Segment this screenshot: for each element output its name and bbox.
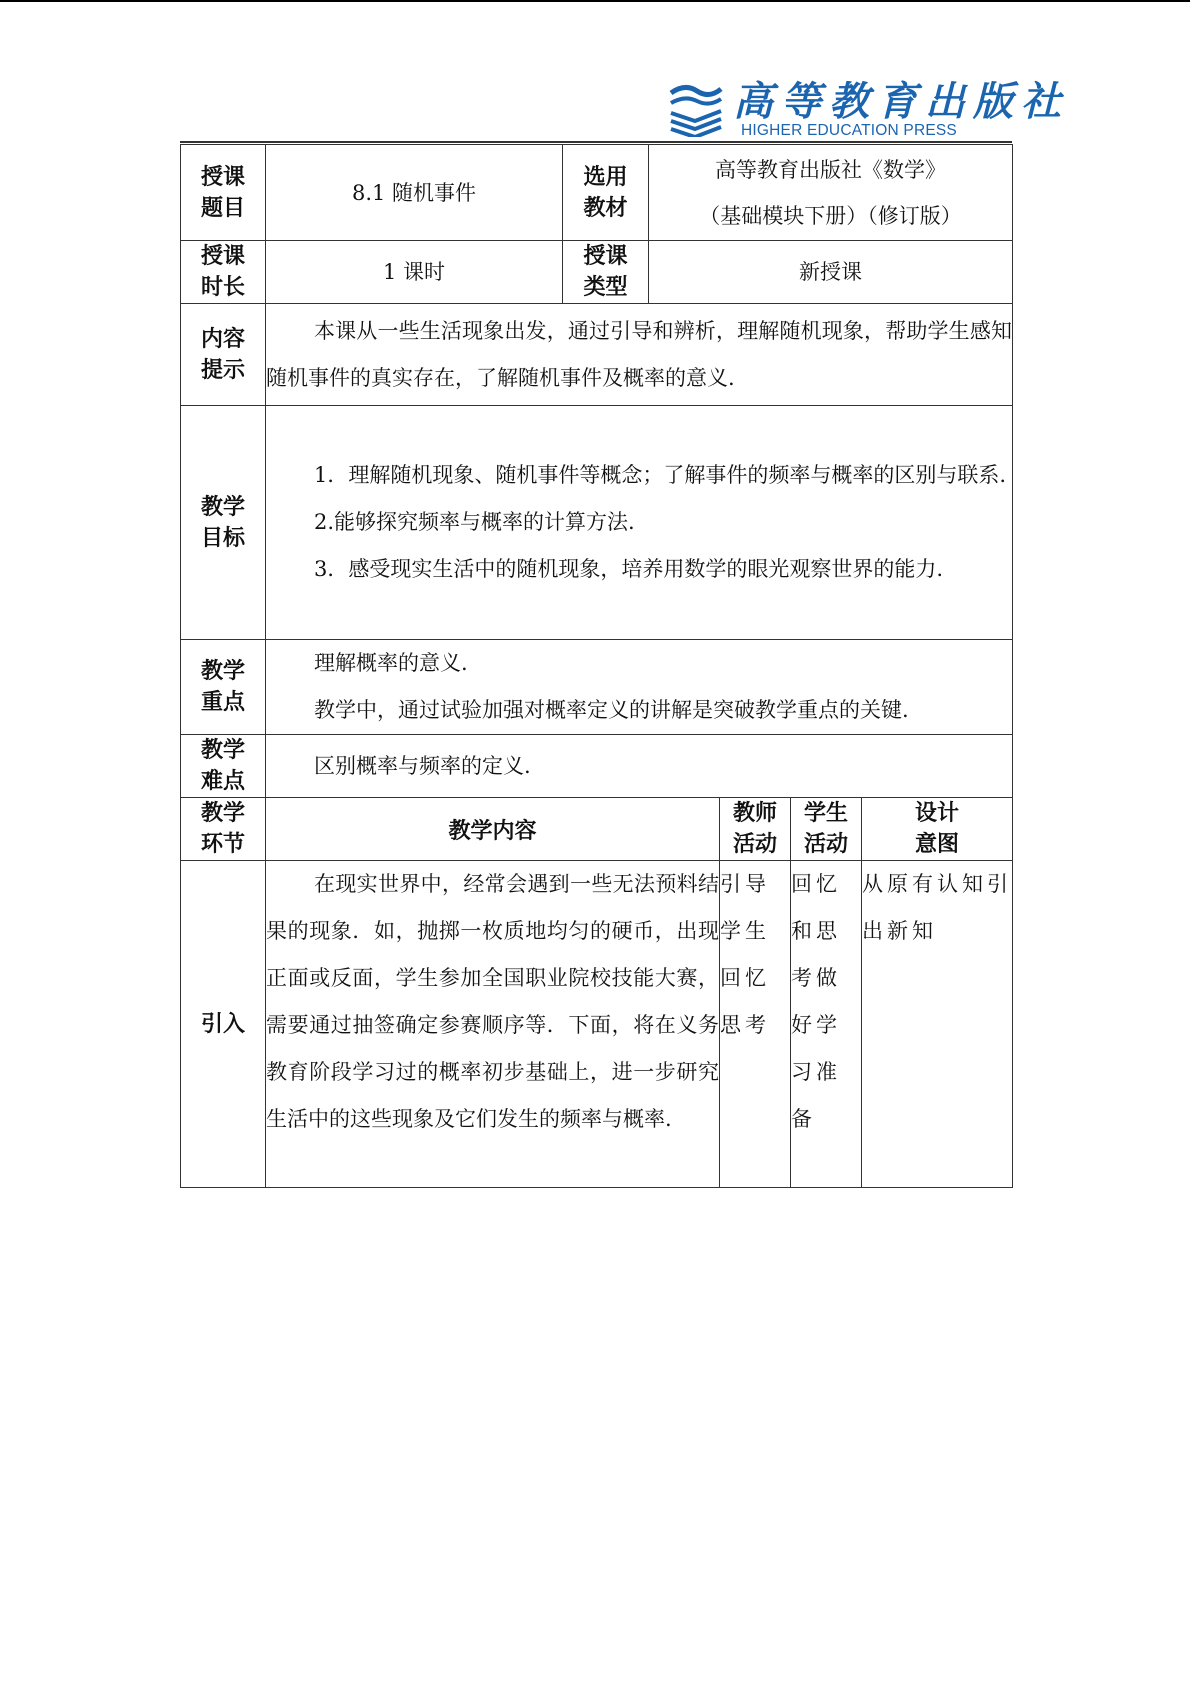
row-intro xyxy=(181,861,1013,1188)
objective-2: 2.能够探究频率与概率的计算方法. xyxy=(314,510,635,534)
header-content: 教学内容 xyxy=(266,798,720,861)
difficulties-text: 区别概率与频率的定义. xyxy=(266,735,1013,798)
header-rule xyxy=(180,141,1012,143)
label-difficulties: 教学 难点 xyxy=(181,735,266,798)
book-wave-logo-icon xyxy=(667,83,725,137)
label-key-points: 教学 重点 xyxy=(181,640,266,735)
header-teacher: 教师 活动 xyxy=(720,798,791,861)
publisher-logo xyxy=(667,78,1069,142)
topic-value: 8.1 随机事件 xyxy=(266,145,563,241)
publisher-name-cn: 高等教育出版社 xyxy=(733,78,1069,125)
key-point-1: 理解概率的意义. xyxy=(314,651,468,675)
label-type: 授课 类型 xyxy=(563,241,649,304)
label-textbook: 选用 教材 xyxy=(563,145,649,241)
label-objectives: 教学 目标 xyxy=(181,406,266,640)
content-hint-text: 本课从一些生活现象出发，通过引导和辨析，理解随机现象，帮助学生感知随机事件的真实存在，了解随机事件及概率的意义. xyxy=(266,304,1013,406)
stage-intro: 引入 xyxy=(181,861,266,1188)
type-value: 新授课 xyxy=(649,241,1013,304)
objectives-text xyxy=(266,406,1013,640)
publisher-name-en: HIGHER EDUCATION PRESS xyxy=(741,122,957,139)
label-topic: 授课 题目 xyxy=(181,145,266,241)
label-duration: 授课 时长 xyxy=(181,241,266,304)
row-content-hint xyxy=(181,304,1013,406)
duration-value: 1 课时 xyxy=(266,241,563,304)
row-difficulties xyxy=(181,735,1013,798)
intro-content: 在现实世界中，经常会遇到一些无法预料结果的现象．如，抛掷一枚质地均匀的硬币，出现正面或反面，学生参加全国职业院校技能大赛，需要通过抽签确定参赛顺序等．下面，将在义务教育阶段学习过的概率初步基础上，进一步研究生活中的这些现象及它们发生的频率与概率. xyxy=(266,861,720,1188)
row-topic xyxy=(181,145,1013,241)
textbook-line-1: 高等教育出版社《数学》 xyxy=(715,157,946,182)
row-key-points xyxy=(181,640,1013,735)
header-design: 设计 意图 xyxy=(862,798,1013,861)
intro-student-activity: 回忆和思考做好学习准备 xyxy=(791,861,862,1188)
objective-1: 1．理解随机现象、随机事件等概念；了解事件的频率与概率的区别与联系. xyxy=(314,463,1007,487)
textbook-value xyxy=(649,145,1013,241)
row-objectives xyxy=(181,406,1013,640)
intro-design-intent: 从原有认知引出新知 xyxy=(862,861,1013,1188)
header-student: 学生 活动 xyxy=(791,798,862,861)
intro-teacher-activity: 引导学生回忆思考 xyxy=(720,861,791,1188)
label-content-hint: 内容 提示 xyxy=(181,304,266,406)
key-point-2: 教学中，通过试验加强对概率定义的讲解是突破教学重点的关键. xyxy=(314,698,909,722)
key-points-text xyxy=(266,640,1013,735)
textbook-line-2: （基础模块下册）（修订版） xyxy=(699,203,962,228)
header-stage: 教学 环节 xyxy=(181,798,266,861)
top-border-line xyxy=(0,0,1190,2)
row-duration xyxy=(181,241,1013,304)
row-section-header xyxy=(181,798,1013,861)
objective-3: 3．感受现实生活中的随机现象，培养用数学的眼光观察世界的能力. xyxy=(314,557,944,581)
lesson-plan-table xyxy=(180,144,1013,1188)
